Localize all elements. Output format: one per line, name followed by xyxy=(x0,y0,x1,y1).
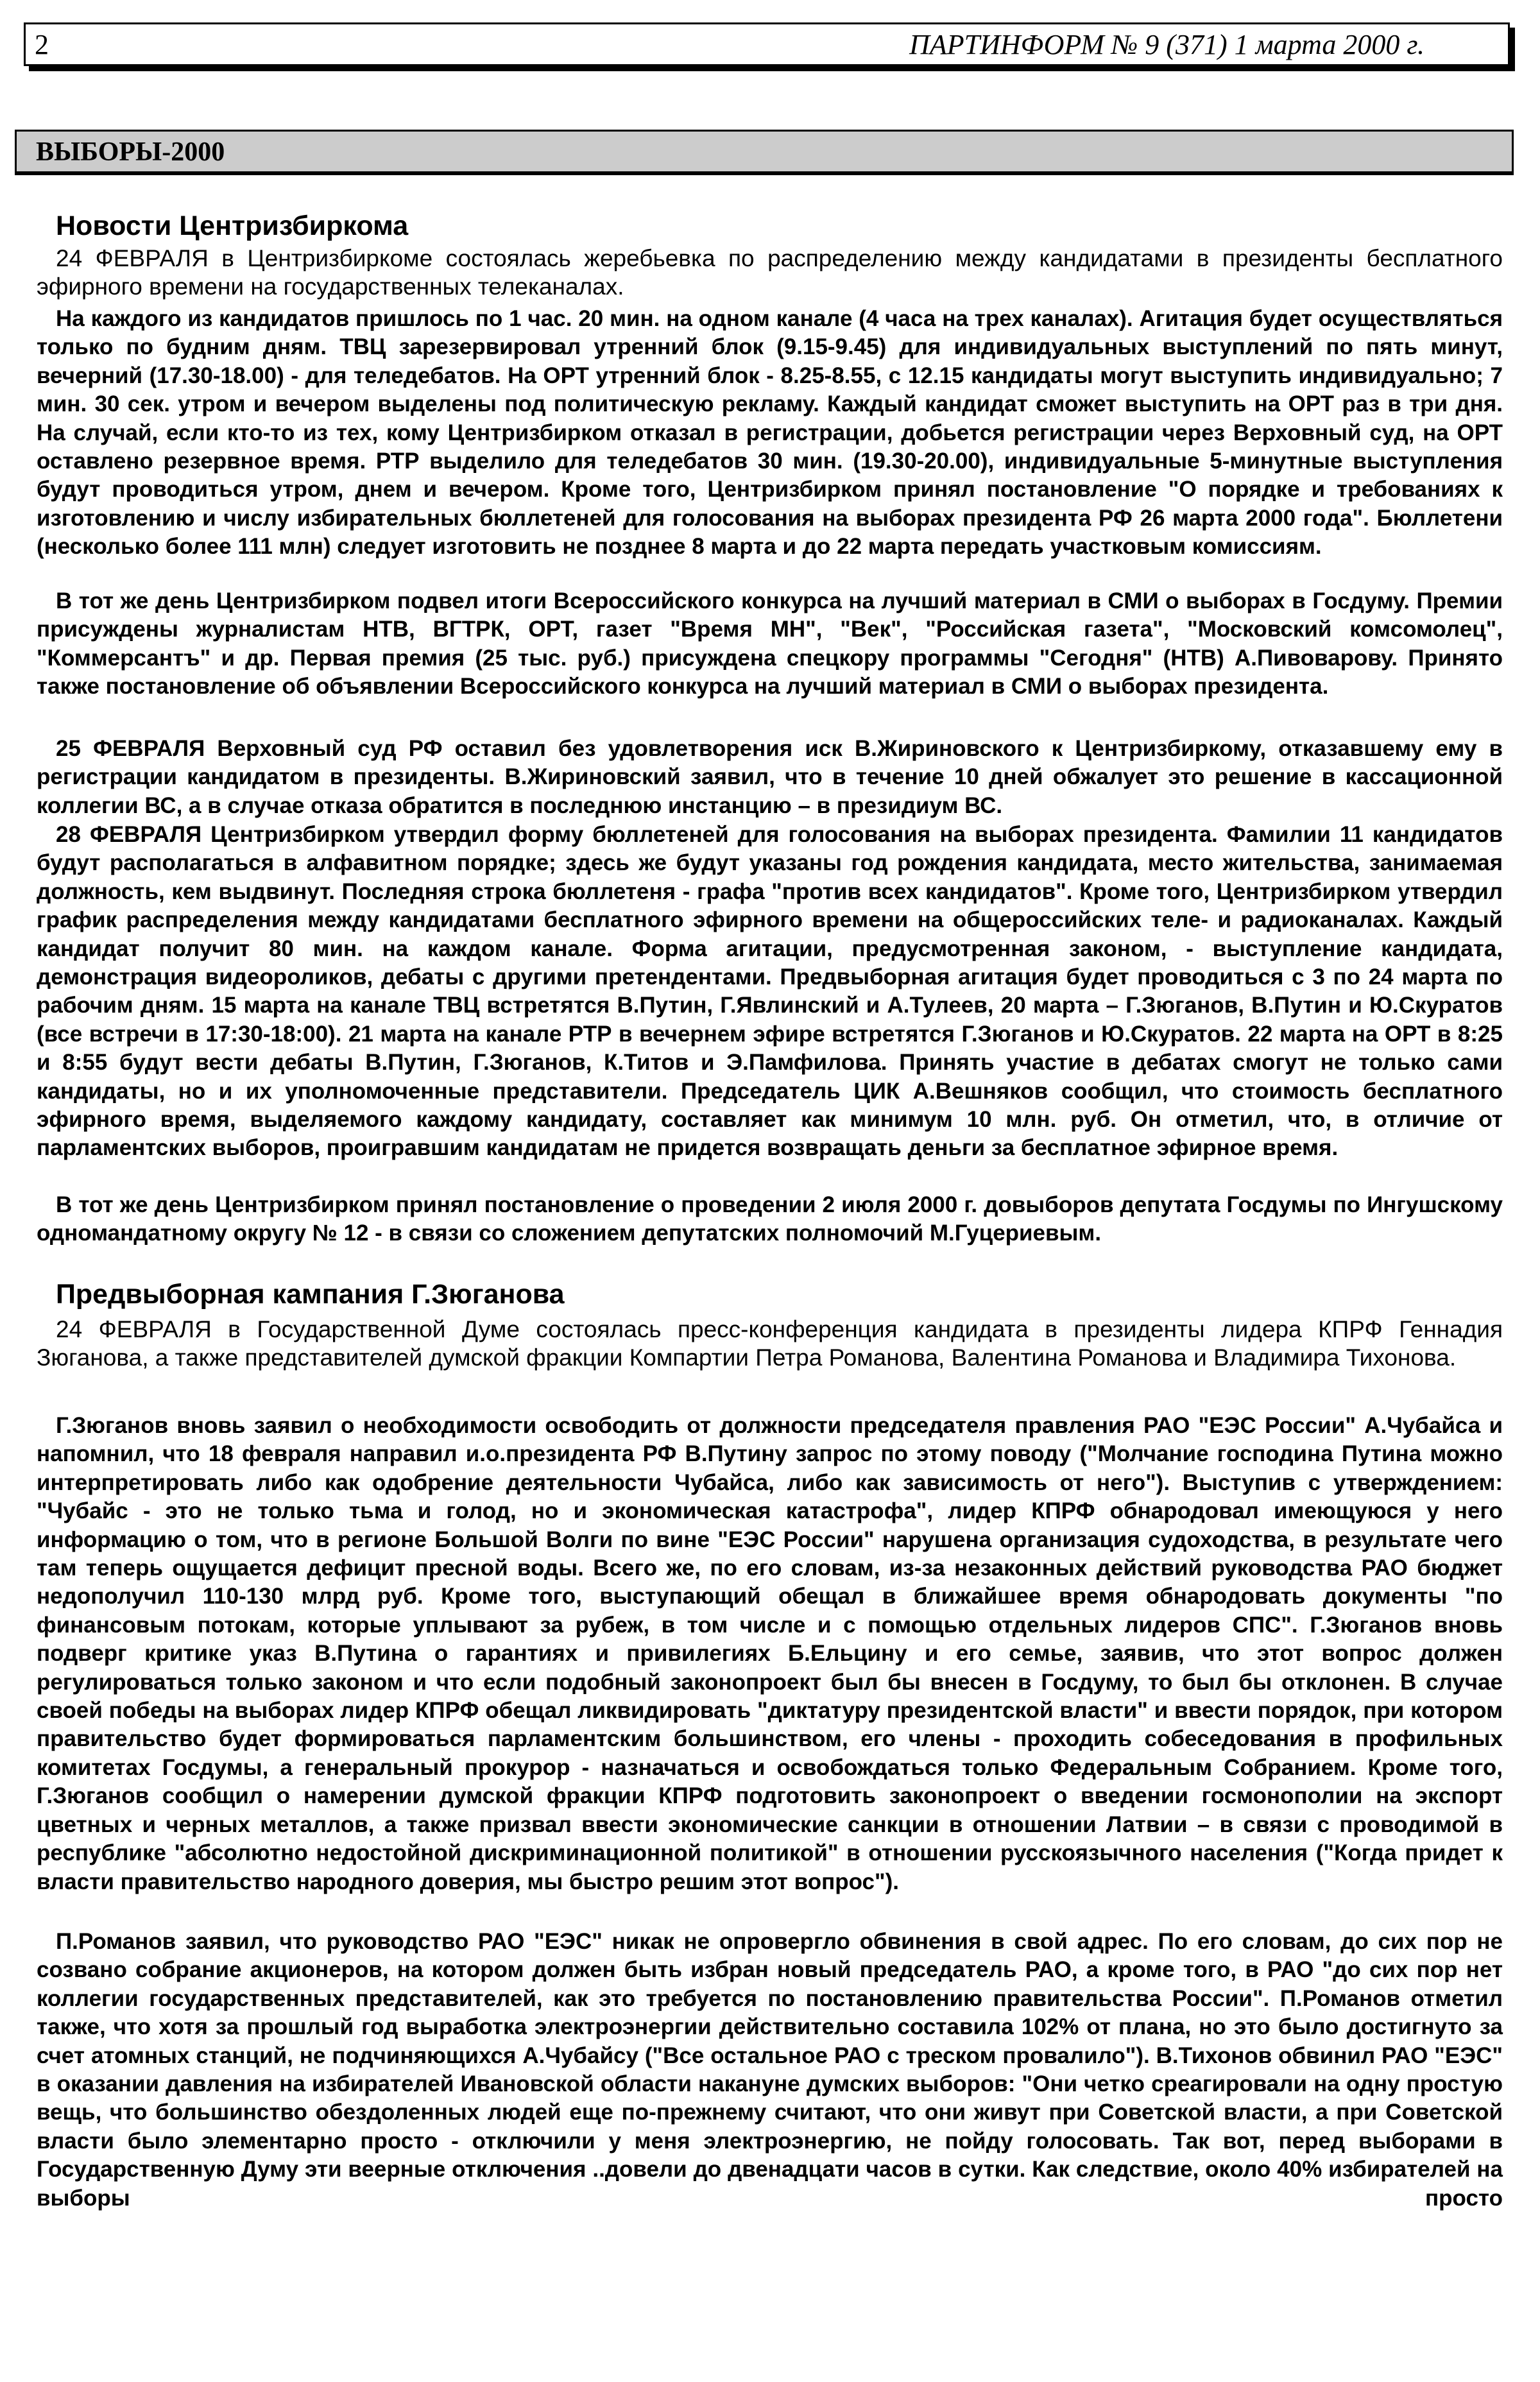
page-header xyxy=(24,22,1510,66)
article-lead: 24 ФЕВРАЛЯ в Центризбиркоме состоялась жеребьевка по распределению между кандидатами в президенты бесплатного эфирного времени на государственных телеканалах. xyxy=(37,245,1503,300)
article-lead: 24 ФЕВРАЛЯ в Государственной Думе состоялась пресс-конференция кандидата в президенты лидера КПРФ Геннадия Зюганова, а также представителей думской фракции Компартии Петра Романова, Валентина Романова и Владимира Тихонова. xyxy=(37,1316,1503,1371)
article-paragraph: П.Романов заявил, что руководство РАО "ЕЭС" никак не опровергло обвинения в свой адрес. По его словам, до сих пор не созвано собрание акционеров, на котором должен быть избран новый председатель РАО, а кроме того, в РАО "до сих пор нет коллегии государственных представителей, как это требуется по постановлению правительства России". П.Романов отметил также, что хотя за прошлый год выработка электроэнергии действительно составила 102% от плана, но это было достигнуто за счет атомных станций, не подчиняющихся А.Чубайсу ("Все остальное РАО с треском провалило"). В.Тихонов обвинил РАО "ЕЭС" в оказании давления на избирателей Ивановской области накануне думских выборов: "Они четко среагировали на одну простую вещь, что большинство обездоленных людей еще по-прежнему считают, что они живут при Советской власти, а при Советской власти было элементарно просто - отключили у меня электроэнергию, не пойду голосовать. Так вот, перед выборами в Государственную Думу эти веерные отключения ..довели до двенадцати часов в сутки. Как следствие, около 40% избирателей на выборы просто xyxy=(37,1929,1503,2211)
article-title: Новости Центризбиркома xyxy=(56,210,409,241)
publication-title: ПАРТИНФОРМ № 9 (371) 1 марта 2000 г. xyxy=(909,29,1425,60)
article-paragraph: В тот же день Центризбирком принял постановление о проведении 2 июля 2000 г. довыборов депутата Госдумы по Ингушскому одномандатному округу № 12 - в связи со сложением депутатских полномочий М.Гуцериевым. xyxy=(37,1192,1503,1246)
article-paragraph: 28 ФЕВРАЛЯ Центризбирком утвердил форму бюллетеней для голосования на выборах президента. Фамилии 11 кандидатов будут располагаться в алфавитном порядке; здесь же будут указаны год рождения кандидата, место жительства, занимаемая должность, кем выдвинут. Последняя строка бюллетеня - графа "против всех кандидатов". Кроме того, Центризбирком утвердил график распределения между кандидатами бесплатного эфирного времени на общероссийских теле- и радиоканалах. Каждый кандидат получит 80 мин. на каждом канале. Форма агитации, предусмотренная законом, - выступление кандидата, демонстрация видеороликов, дебаты с другими претендентами. Предвыборная агитация будет проводиться с 3 по 24 марта по рабочим дням. 15 марта на канале ТВЦ встретятся В.Путин, Г.Явлинский и А.Тулеев, 20 марта – Г.Зюганов, В.Путин и Ю.Скуратов (все встречи в 17:30-18:00). 21 марта на канале РТР в вечернем эфире встретятся Г.Зюганов и Ю.Скуратов. 22 марта на ОРТ в 8:25 и 8:55 будут вести дебаты В.Путин, Г.Зюганов, К.Титов и Э.Памфилова. Принять участие в дебатах смогут не только сами кандидаты, но и их уполномоченные представители. Председатель ЦИК А.Вешняков сообщил, что стоимость бесплатного эфирного время, выделяемого каждому кандидату, составляет как минимум 10 млн. руб. Он отметил, что, в отличие от парламентских выборов, проигравшим кандидатам не придется возвращать деньги за бесплатное эфирное время. xyxy=(37,822,1503,1161)
section-title: ВЫБОРЫ-2000 xyxy=(36,137,225,167)
article-paragraph: На каждого из кандидатов пришлось по 1 час. 20 мин. на одном канале (4 часа на трех каналах). Агитация будет осуществляться только по будним дням. ТВЦ зарезервировал утренний блок (9.15-9.45) для индивидуальных выступлений по пять минут, вечерний (17.30-18.00) - для теледебатов. На ОРТ утренний блок - 8.25-8.55, с 12.15 кандидаты могут выступить индивидуально; 7 мин. 30 сек. утром и вечером выделены под политическую рекламу. Каждый кандидат сможет выступить на ОРТ раз в три дня. На случай, если кто-то из тех, кому Центризбирком отказал в регистрации, добьется регистрации через Верховный суд, на ОРТ оставлено резервное время. РТР выделило для теледебатов 30 мин. (19.30-20.00), индивидуальные 5-минутные выступления будут проводиться утром, днем и вечером. Кроме того, Центризбирком принял постановление "О порядке и требованиях к изготовлению и числу избирательных бюллетеней для голосования на выборах президента РФ 26 марта 2000 года". Бюллетени (несколько более 111 млн) следует изготовить не позднее 8 марта и до 22 марта передать участковым комиссиям. xyxy=(37,306,1503,560)
article-title: Предвыборная кампания Г.Зюганова xyxy=(56,1279,565,1310)
section-banner xyxy=(15,130,1514,175)
article-paragraph: 25 ФЕВРАЛЯ Верховный суд РФ оставил без удовлетворения иск В.Жириновского к Центризбиркому, отказавшему ему в регистрации кандидатом в президенты. В.Жириновский заявил, что в течение 10 дней обжалует это решение в кассационной коллегии ВС, а в случае отказа обратится в последнюю инстанцию – в президиум ВС. xyxy=(37,736,1503,818)
article-paragraph: Г.Зюганов вновь заявил о необходимости освободить от должности председателя правления РАО "ЕЭС России" А.Чубайса и напомнил, что 18 февраля направил и.о.президента РФ В.Путину запрос по этому поводу ("Молчание господина Путина можно интерпретировать либо как одобрение деятельности Чубайса, либо как зависимость от него"). Выступив с утверждением: "Чубайс - это не только тьма и голод, но и экономическая катастрофа", лидер КПРФ обнародовал имеющуюся у него информацию о том, что в регионе Большой Волги по вине "ЕЭС России" нарушена организация судоходства, в результате чего там теперь ощущается дефицит пресной воды. Всего же, по его словам, из-за незаконных действий руководства РАО бюджет недополучил 110-130 млрд руб. Кроме того, выступающий обещал в ближайшее время обнародовать документы "по финансовым потокам, которые уплывают за рубеж, в том числе и с помощью отдельных лидеров СПС". Г.Зюганов вновь подверг критике указ В.Путина о гарантиях и привилегиях Б.Ельцину и его семье, заявив, что этот вопрос должен регулироваться только законом и что если подобный законопроект был бы внесен в Госдуму, то был бы отклонен. В случае своей победы на выборах лидер КПРФ обещал ликвидировать "диктатуру президентской власти" и ввести порядок, при котором правительство будет формироваться парламентским большинством, его члены - проходить собеседования в профильных комитетах Госдумы, а генеральный прокурор - назначаться и освобождаться только Федеральным Собранием. Кроме того, Г.Зюганов сообщил о намерении думской фракции КПРФ подготовить законопроект о введении госмонополии на экспорт цветных и черных металлов, а также призвал ввести экономические санкции в отношении Латвии – в связи с проводимой в республике "абсолютно недостойной дискриминационной политикой" в отношении русскоязычного населения ("Когда придет к власти правительство народного доверия, мы быстро решим этот вопрос"). xyxy=(37,1413,1503,1894)
article-paragraph: В тот же день Центризбирком подвел итоги Всероссийского конкурса на лучший материал в СМИ о выборах в Госдуму. Премии присуждены журналистам НТВ, ВГТРК, ОРТ, газет "Время МН", "Век", "Российская газета", "Московский комсомолец", "Коммерсантъ" и др. Первая премия (25 тыс. руб.) присуждена спецкору программы "Сегодня" (НТВ) А.Пивоварову. Принято также постановление об объявлении Всероссийского конкурса на лучший материал в СМИ о выборах президента. xyxy=(37,588,1503,699)
page-number: 2 xyxy=(35,29,49,60)
